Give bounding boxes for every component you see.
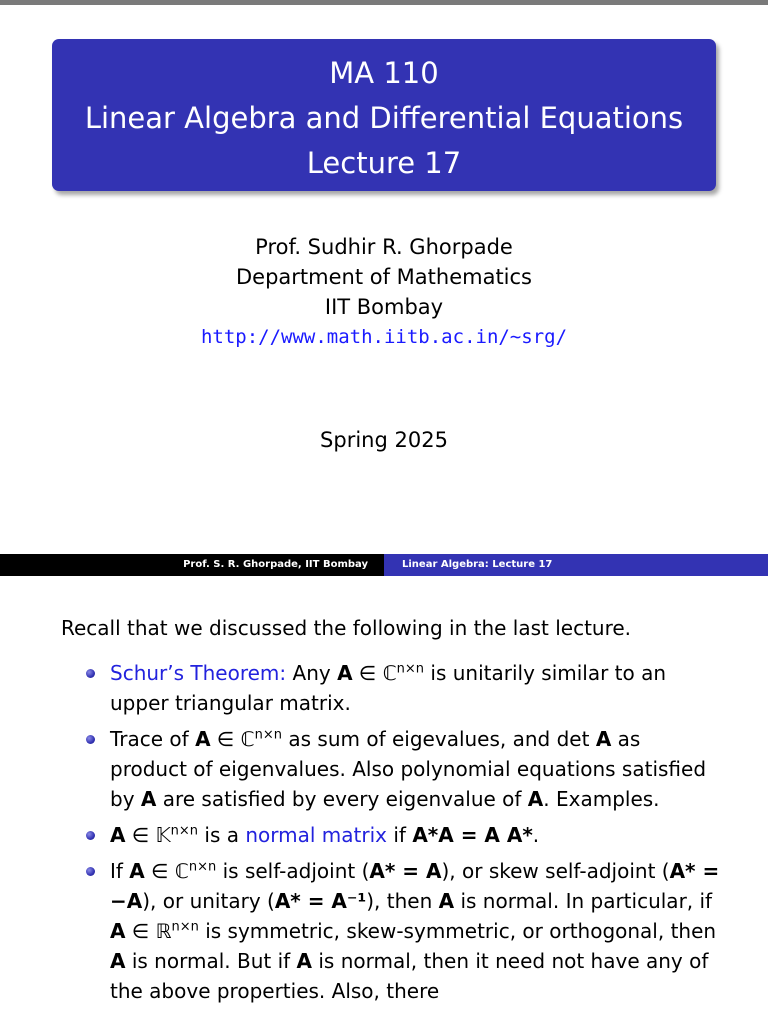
author-block: [0, 232, 768, 352]
author-url-link[interactable]: http://www.math.iitb.ac.in/∼srg/: [200, 326, 568, 348]
exponent: n×n: [170, 823, 199, 839]
text: .: [532, 823, 540, 847]
matrix-symbol: A: [110, 919, 126, 943]
exponent: n×n: [171, 919, 199, 935]
matrix-symbol: A: [140, 787, 157, 811]
exponent: n×n: [188, 859, 217, 875]
equation: A* = A⁻¹: [274, 889, 367, 913]
matrix-symbol: A: [195, 727, 211, 751]
course-code: MA 110: [329, 56, 439, 90]
text: If: [110, 859, 130, 883]
text: if: [387, 823, 413, 847]
title-box: [52, 39, 716, 191]
footer-title: Linear Algebra: Lecture 17: [384, 554, 768, 576]
exponent: n×n: [254, 727, 283, 743]
bullet-schur: [110, 658, 720, 718]
bullet-trace: [110, 724, 720, 814]
text: as sum of eigevalues, and det: [282, 727, 596, 751]
institute: IIT Bombay: [324, 295, 444, 319]
matrix-symbol: A: [527, 787, 544, 811]
text: ), or skew self-adjoint (: [441, 859, 670, 883]
matrix-symbol: A: [438, 889, 455, 913]
text: are satisfied by every eigenvalue of: [156, 787, 528, 811]
bullet-self-adjoint: [110, 856, 720, 1006]
bullet-icon: [86, 831, 95, 840]
equation: A* = −A: [110, 859, 720, 913]
recall-intro: Recall that we discussed the following in the last lecture.: [61, 616, 632, 640]
text: . Examples.: [543, 787, 660, 811]
text: ), or unitary (: [142, 889, 275, 913]
matrix-symbol: A: [296, 949, 313, 973]
text: ∈ 𝕂: [125, 823, 171, 847]
matrix-symbol: A: [110, 823, 126, 847]
course-title: Linear Algebra and Differential Equations: [84, 101, 684, 135]
matrix-symbol: A: [110, 949, 126, 973]
text: is normal. But if: [125, 949, 297, 973]
schur-theorem-link[interactable]: Schur’s Theorem:: [110, 661, 287, 685]
exponent: n×n: [396, 661, 425, 677]
top-rule: [0, 0, 768, 5]
text: is self-adjoint (: [216, 859, 370, 883]
bullet-icon: [86, 735, 95, 744]
text: ∈ ℂ: [352, 661, 397, 685]
footer-author: Prof. S. R. Ghorpade, IIT Bombay: [0, 554, 384, 576]
text: is normal. In particular, if: [454, 889, 713, 913]
text: ∈ ℂ: [144, 859, 189, 883]
text: is symmetric, skew-symmetric, or orthogonal, then: [198, 919, 717, 943]
text: Any: [286, 661, 338, 685]
text: ), then: [366, 889, 439, 913]
text: is unitarily similar to an upper triangular matrix.: [110, 661, 667, 715]
bullet-normal: [110, 820, 720, 850]
equation: A* = A: [369, 859, 442, 883]
text: ∈ ℝ: [125, 919, 172, 943]
matrix-symbol: A: [337, 661, 353, 685]
bullet-icon: [86, 867, 95, 876]
department: Department of Mathematics: [236, 265, 532, 289]
text: ∈ ℂ: [210, 727, 255, 751]
author-name: Prof. Sudhir R. Ghorpade: [255, 235, 513, 259]
matrix-symbol: A: [595, 727, 612, 751]
normal-matrix-link[interactable]: normal matrix: [245, 823, 387, 847]
bullet-list: [110, 658, 720, 1012]
matrix-symbol: A: [129, 859, 145, 883]
text: is a: [198, 823, 246, 847]
footer-bar: [0, 554, 768, 576]
text: as product of eigenvalues. Also polynomial equations satisfied by: [110, 727, 707, 811]
lecture-number: Lecture 17: [306, 146, 462, 180]
text: Trace of: [110, 727, 196, 751]
equation: A*A = A A*: [412, 823, 533, 847]
date: Spring 2025: [320, 428, 448, 452]
text: is normal, then it need not have any of the above properties. Also, there: [110, 949, 709, 1003]
bullet-icon: [86, 669, 95, 678]
